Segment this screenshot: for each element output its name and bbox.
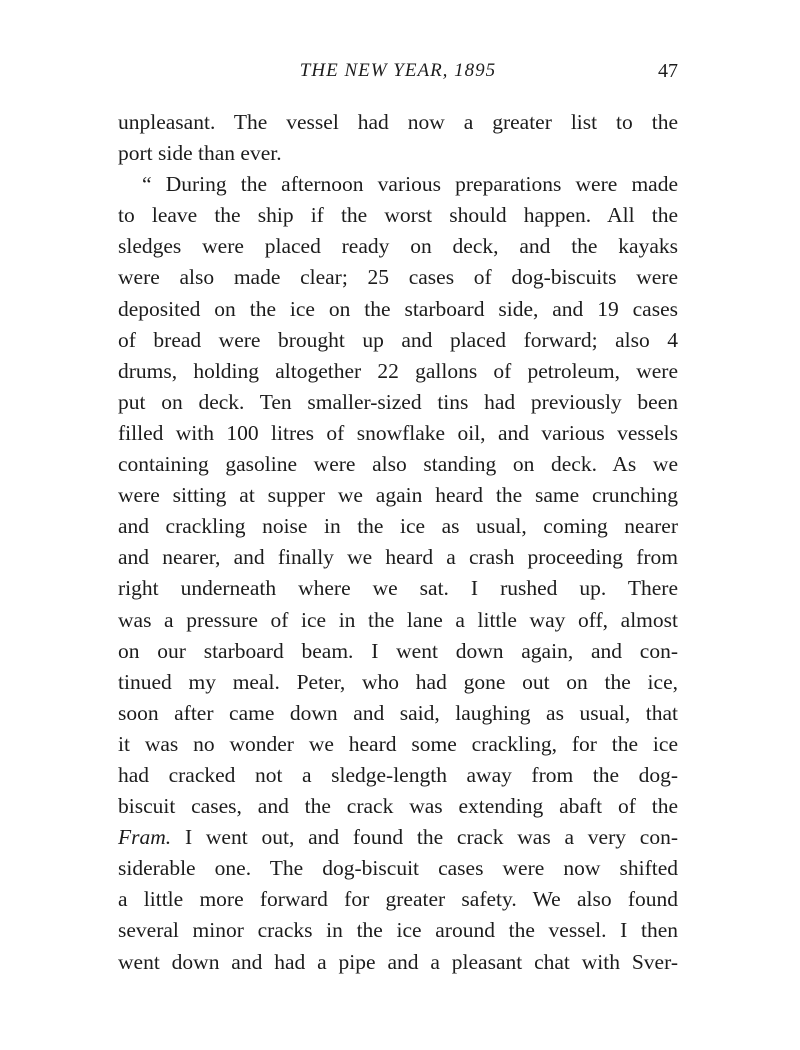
text-line-22: had cracked not a sledge-length away from the dog- [118,762,678,787]
text-line-11: filled with 100 litres of snowflake oil, and various vessels [118,420,678,445]
text-line-25: siderable one. The dog-biscuit cases were now shifted [118,856,678,881]
text-line-3: “ During the afternoon various preparations were made [142,172,678,197]
text-line-2: port side than ever. [118,141,282,166]
text-line-24-rest: I went out, and found the crack was a very con- [171,825,678,850]
body-text [118,107,678,978]
text-line-18: on our starboard beam. I went down again, and con- [118,638,678,663]
ship-name-italic: Fram. [118,825,172,850]
text-line-15: and nearer, and finally we heard a crash proceeding from [118,545,678,570]
text-line-13: were sitting at supper we again heard the same crunching [118,483,678,508]
text-line-17: was a pressure of ice in the lane a little way off, almost [118,607,678,632]
text-line-12: containing gasoline were also standing on deck. As we [118,452,678,477]
text-line-21: it was no wonder we heard some crackling, for the ice [118,731,678,756]
text-line-8: of bread were brought up and placed forward; also 4 [118,327,678,352]
text-line-16: right underneath where we sat. I rushed up. There [118,576,678,601]
text-line-28: went down and had a pipe and a pleasant chat with Sver- [118,949,678,974]
text-line-9: drums, holding altogether 22 gallons of petroleum, were [118,358,678,383]
text-line-10: put on deck. Ten smaller-sized tins had previously been [118,389,678,414]
running-title: THE NEW YEAR, 1895 [299,60,497,81]
text-line-19: tinued my meal. Peter, who had gone out on the ice, [118,669,678,694]
text-line-1: unpleasant. The vessel had now a greater list to the [118,110,678,134]
text-line-5: sledges were placed ready on deck, and the kayaks [118,234,678,259]
text-line-24 [118,822,678,853]
text-line-7: deposited on the ice on the starboard side, and 19 cases [118,296,678,321]
text-line-23: biscuit cases, and the crack was extending abaft of the [118,794,678,819]
text-line-6: were also made clear; 25 cases of dog-biscuits were [118,265,678,290]
text-line-4: to leave the ship if the worst should happen. All the [118,203,678,228]
text-line-27: several minor cracks in the ice around the vessel. I then [118,918,678,943]
running-head [118,60,678,90]
text-line-14: and crackling noise in the ice as usual, coming nearer [118,514,678,539]
page-number: 47 [658,60,678,82]
text-line-26: a little more forward for greater safety. We also found [118,887,678,912]
text-line-20: soon after came down and said, laughing as usual, that [118,700,678,725]
